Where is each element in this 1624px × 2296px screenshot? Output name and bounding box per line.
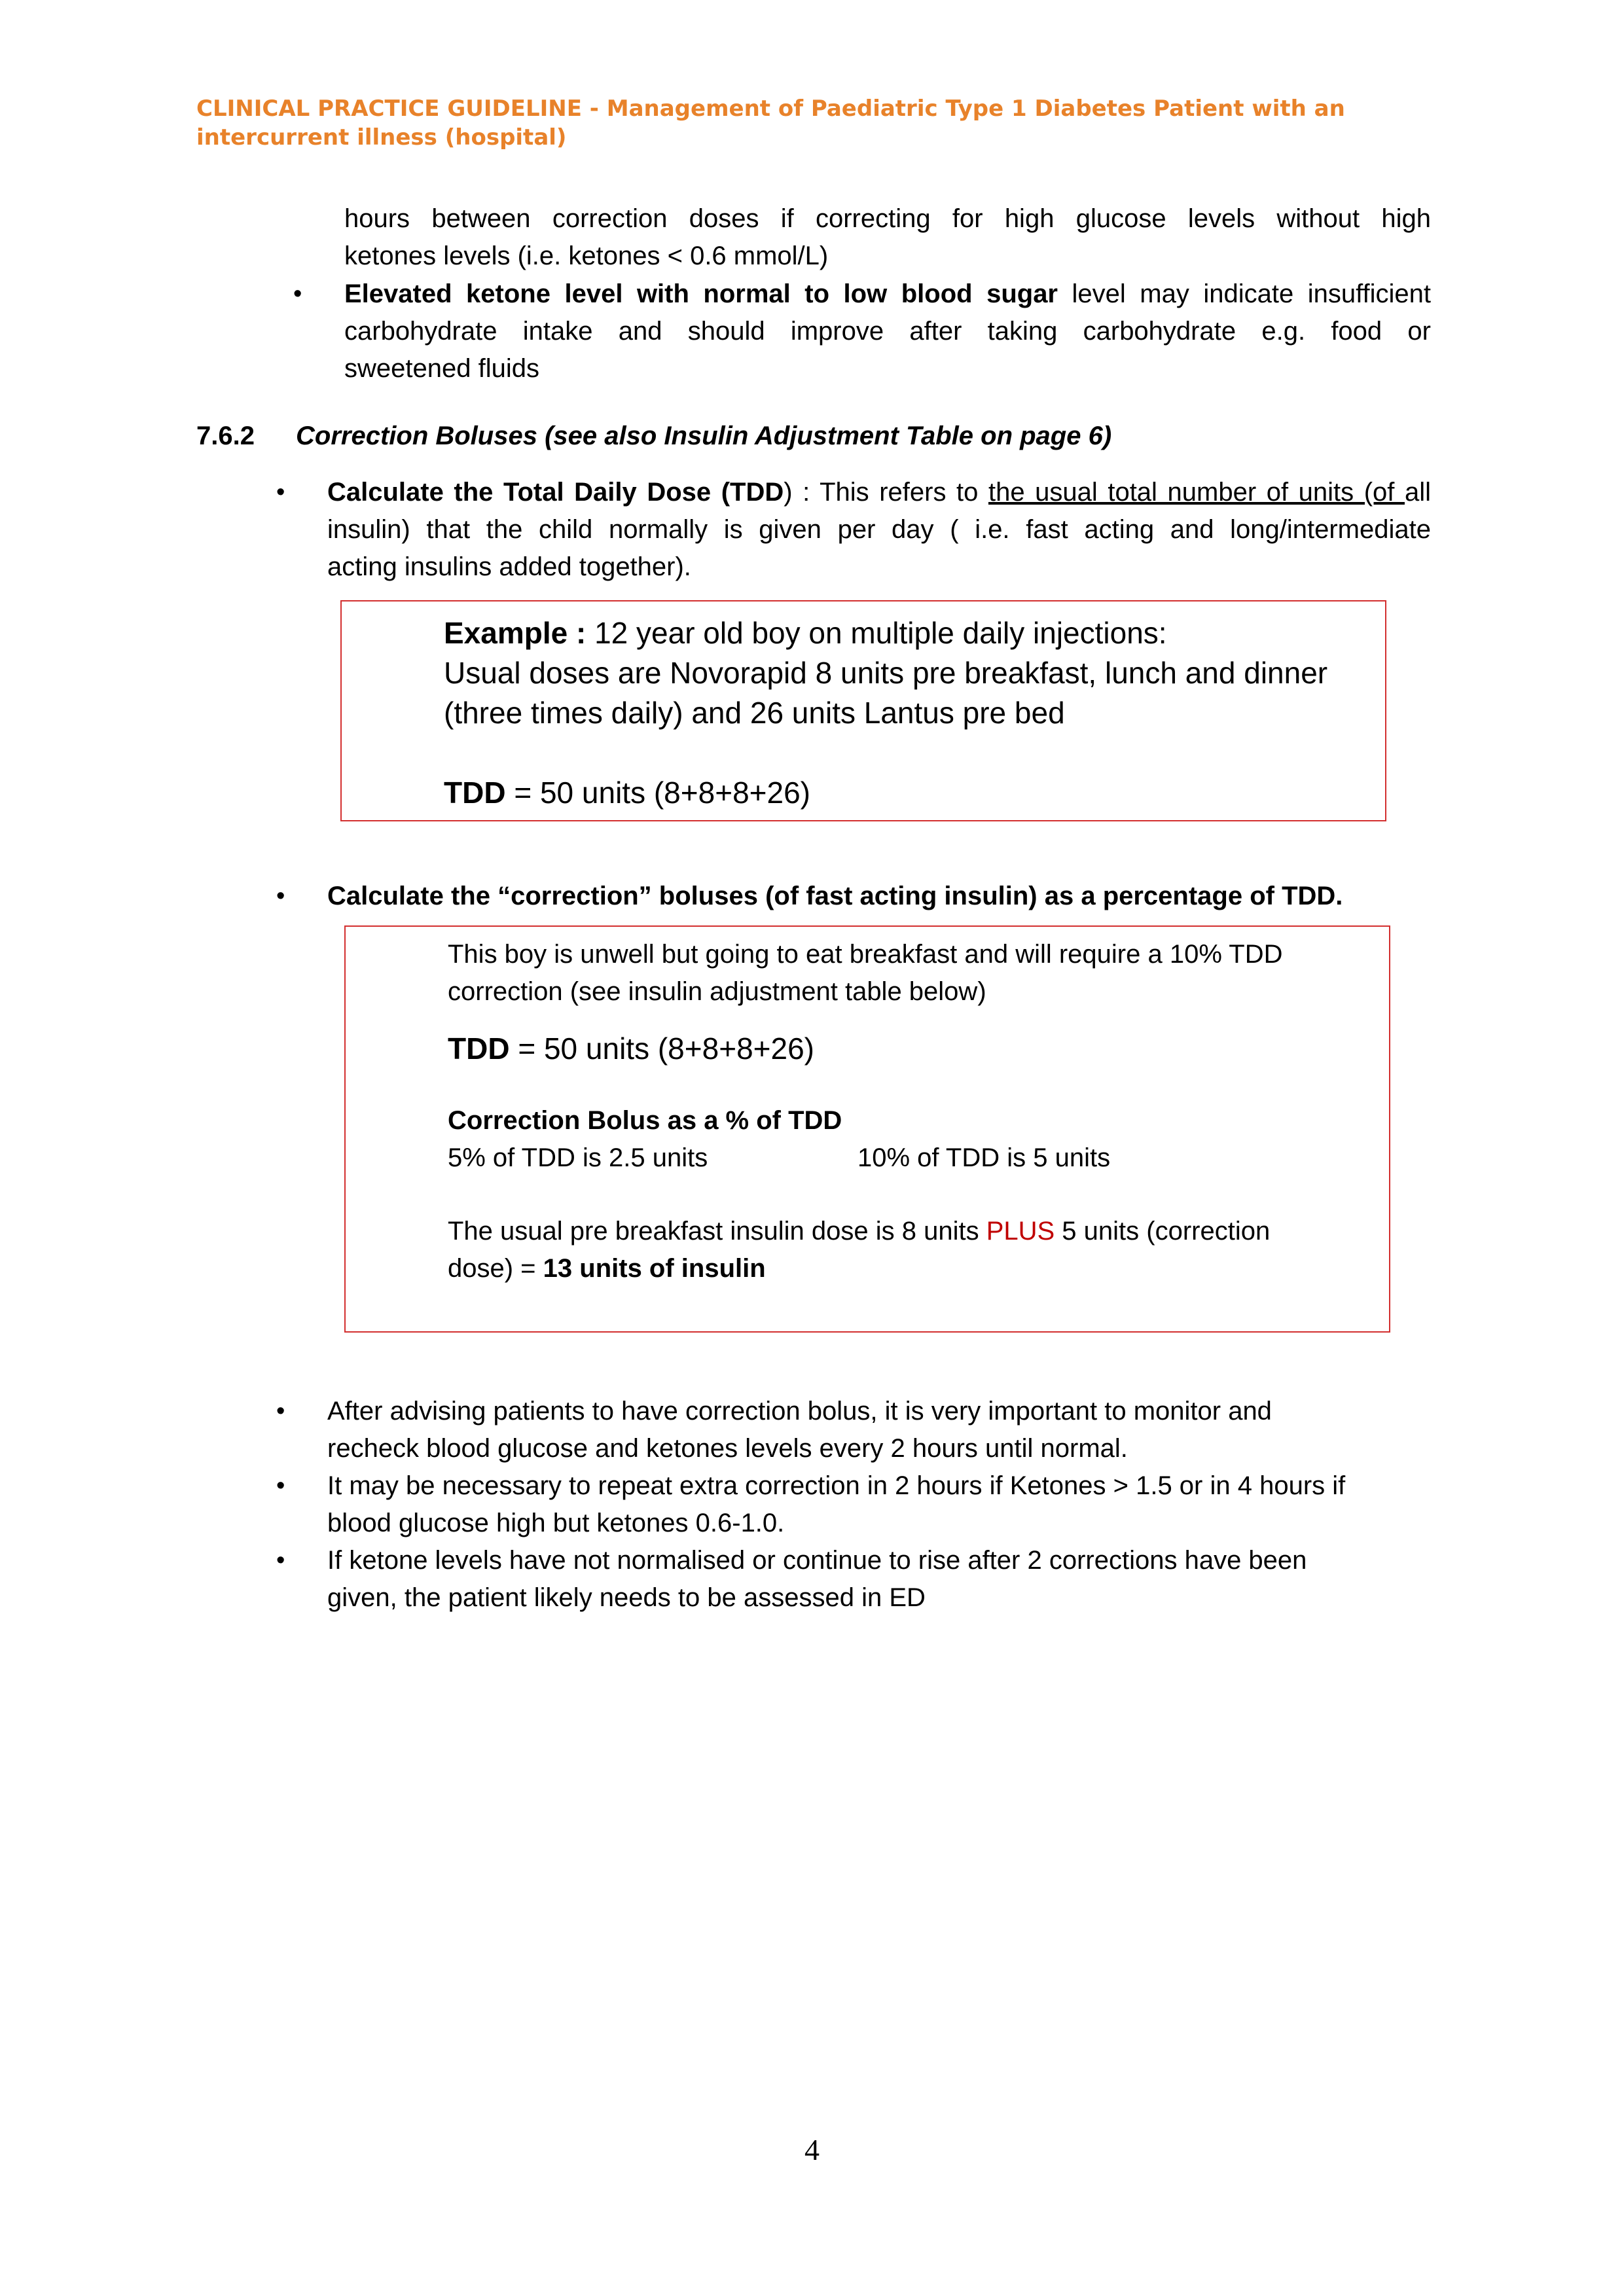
continued-paragraph [344, 200, 1431, 275]
ketone-bullet-rest: level may indicate insufficient [1058, 279, 1432, 308]
bullet-symbol: • [276, 478, 285, 506]
example-line-1-rest: 12 year old boy on multiple daily injections: [586, 616, 1167, 650]
tdd-bullet [327, 474, 1431, 586]
correction-line-2: correction (see insulin adjustment table below) [448, 977, 986, 1006]
usual-dose-b: 5 units (correction [1055, 1217, 1271, 1246]
example-line-3: (three times daily) and 26 units Lantus pre bed [444, 696, 1065, 730]
final-bullet-2 [327, 1467, 1440, 1542]
correction-box-content [448, 936, 1377, 1287]
page-number: 4 [804, 2133, 820, 2166]
example-tdd-value: = 50 units (8+8+8+26) [505, 776, 811, 810]
tdd-bullet-line1-end: all [1404, 478, 1431, 507]
final-bullet-1 [327, 1393, 1440, 1467]
final-bullet-3-line-2: given, the patient likely needs to be assessed in ED [327, 1583, 926, 1612]
bullet-symbol: • [276, 1547, 285, 1574]
example-label: Example : [444, 616, 586, 650]
bullet-symbol: • [293, 280, 302, 308]
correction-ten-percent: 10% of TDD is 5 units [857, 1143, 1111, 1172]
final-bullet-2-line-2: blood glucose high but ketones 0.6-1.0. [327, 1509, 785, 1537]
correction-tdd [448, 1029, 1377, 1068]
continued-line-2: ketones levels (i.e. ketones < 0.6 mmol/L) [344, 242, 829, 270]
bullet-symbol: • [276, 1397, 285, 1425]
example-tdd [444, 773, 1327, 813]
correction-percent-row [448, 1139, 1377, 1177]
ketone-bullet-line-3: sweetened fluids [344, 354, 539, 383]
final-bullet-3 [327, 1542, 1440, 1617]
final-bullet-3-line-1: If ketone levels have not normalised or continue to rise after 2 corrections have been [327, 1546, 1307, 1575]
correction-line-1: This boy is unwell but going to eat breakfast and will require a 10% TDD [448, 940, 1283, 969]
bullet-symbol: • [276, 1472, 285, 1499]
header-line-1: CLINICAL PRACTICE GUIDELINE - Management of Paediatric Type 1 Diabetes Patient with an [196, 96, 1345, 122]
correction-tdd-label: TDD [448, 1031, 510, 1066]
correction-bolus-heading: Correction Bolus as a % of TDD [448, 1106, 842, 1135]
section-number: 7.6.2 [196, 422, 255, 450]
example-line-2: Usual doses are Novorapid 8 units pre breakfast, lunch and dinner [444, 656, 1328, 690]
ketone-bullet [344, 276, 1431, 387]
tdd-bullet-line-2: insulin) that the child normally is given per day ( i.e. fast acting and long/intermediate [327, 515, 1431, 544]
tdd-bullet-bold: Calculate the Total Daily Dose (TDD [327, 478, 784, 507]
tdd-bullet-after-bold: ) : This refers to [784, 478, 988, 507]
correction-bullet: Calculate the “correction” boluses (of fast acting insulin) as a percentage of TDD. [327, 882, 1343, 910]
example-box [340, 600, 1386, 821]
final-bullet-2-line-1: It may be necessary to repeat extra correction in 2 hours if Ketones > 1.5 or in 4 hours if [327, 1471, 1346, 1500]
correction-usual-dose-line-1 [448, 1213, 1377, 1250]
ketone-bullet-bold: Elevated ketone level with normal to low blood sugar [344, 279, 1058, 308]
continued-line-1: hours between correction doses if correcting for high glucose levels without high [344, 204, 1431, 233]
tdd-bullet-line-1 [327, 474, 1431, 511]
bullet-symbol: • [276, 882, 285, 910]
correction-five-percent: 5% of TDD is 2.5 units [448, 1143, 708, 1172]
usual-dose-line2-bold: 13 units of insulin [543, 1254, 766, 1283]
tdd-bullet-line-3: acting insulins added together). [327, 552, 691, 581]
final-bullet-1-line-2: recheck blood glucose and ketones levels every 2 hours until normal. [327, 1434, 1128, 1463]
ketone-bullet-line-1 [344, 276, 1431, 313]
section-title: Correction Boluses (see also Insulin Adjustment Table on page 6) [296, 422, 1112, 450]
example-tdd-label: TDD [444, 776, 506, 810]
document-header [196, 94, 1440, 152]
plus-text: PLUS [986, 1217, 1055, 1246]
usual-dose-line2-a: dose) = [448, 1254, 543, 1283]
correction-box [344, 925, 1390, 1333]
correction-tdd-value: = 50 units (8+8+8+26) [509, 1031, 815, 1066]
tdd-bullet-underlined: the usual total number of units (of [988, 478, 1405, 507]
ketone-bullet-line-2: carbohydrate intake and should improve after taking carbohydrate e.g. food or [344, 317, 1431, 346]
example-line-1 [444, 613, 1327, 653]
final-bullet-1-line-1: After advising patients to have correction bolus, it is very important to monitor and [327, 1397, 1272, 1426]
usual-dose-a: The usual pre breakfast insulin dose is 8 units [448, 1217, 986, 1246]
header-line-2: intercurrent illness (hospital) [196, 124, 567, 151]
correction-usual-dose-line-2 [448, 1250, 1377, 1287]
example-box-content [444, 613, 1327, 813]
